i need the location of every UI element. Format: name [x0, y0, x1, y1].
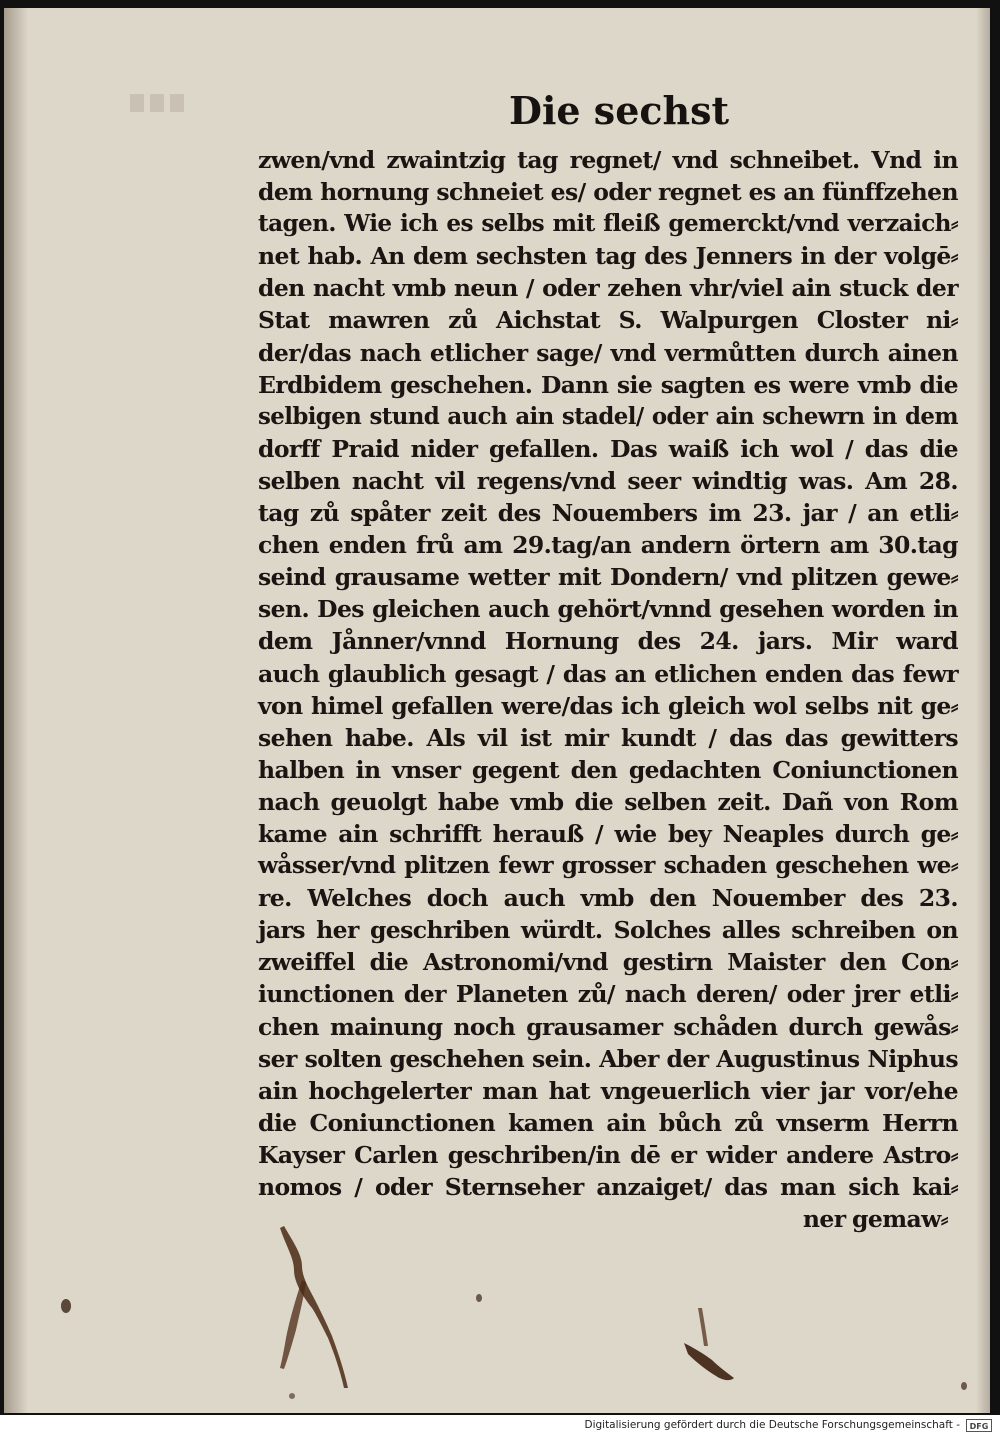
- text-line: die Coniunctionen kamen ain bůch zů vnserm Herrn: [258, 1108, 958, 1137]
- text-line: sehen habe. Als vil ist mir kundt / das das gewitters: [258, 723, 958, 752]
- funding-credit: Digitalisierung gefördert durch die Deutsche Forschungsgemeinschaft -: [584, 1419, 960, 1431]
- stain-mark-left: [280, 1226, 348, 1388]
- text-line: re. Welches doch auch vmb den Nouember des 23.: [258, 884, 958, 913]
- stain-mark-bottom: [684, 1343, 734, 1380]
- spot-left: [61, 1299, 71, 1313]
- stain-drip: [698, 1308, 708, 1346]
- text-line: tag zů spåter zeit des Nouembers im 23. jar / an etli⸗: [258, 499, 958, 528]
- text-line: dorff Praid nider gefallen. Das waiß ich wol / das die: [258, 434, 958, 463]
- text-line: kame ain schrifft herauß / wie bey Neaples durch ge⸗: [258, 819, 958, 848]
- text-line: ner gemaw⸗: [802, 1205, 948, 1234]
- text-line: dem Jånner/vnnd Hornung des 24. jars. Mir ward: [258, 627, 958, 656]
- spot-lower-left: [289, 1393, 295, 1399]
- dfg-logo-icon: DFG: [966, 1419, 992, 1432]
- text-line: seind grausame wetter mit Dondern/ vnd plitzen gewe⸗: [258, 563, 958, 592]
- text-line: zweiffel die Astronomi/vnd gestirn Maister den Con⸗: [258, 948, 958, 977]
- text-line: halben in vnser gegent den gedachten Coniunctionen: [258, 755, 958, 784]
- text-line: den nacht vmb neun / oder zehen vhr/viel ain stuck der: [258, 274, 958, 303]
- text-line: iunctionen der Planeten zů/ nach deren/ oder jrer etli⸗: [258, 980, 958, 1009]
- text-line: ser solten geschehen sein. Aber der Augustinus Niphus: [258, 1044, 958, 1073]
- text-line: net hab. An dem sechsten tag des Jenners in der volgē⸗: [258, 242, 958, 271]
- text-line: zwen/vnd zwaintzig tag regnet/ vnd schneibet. Vnd in: [258, 146, 958, 174]
- ink-stains: [4, 8, 990, 1413]
- text-line: dem hornung schneiet es/ oder regnet es an fünffzehen: [258, 178, 958, 207]
- text-line: selbigen stund auch ain stadel/ oder ain schewrn in dem: [258, 403, 958, 430]
- text-line: selben nacht vil regens/vnd seer windtig was. Am 28.: [258, 466, 958, 495]
- text-line: der/das nach etlicher sage/ vnd vermůtten durch ainen: [258, 338, 958, 367]
- text-line: chen enden frů am 29.tag/an andern örtern am 30.tag: [258, 531, 958, 560]
- text-line: wåsser/vnd plitzen fewr grosser schaden geschehen we⸗: [258, 852, 958, 880]
- stain-branch: [280, 1280, 306, 1369]
- text-line: tagen. Wie ich es selbs mit fleiß gemerckt/vnd verzaich⸗: [258, 210, 958, 238]
- text-line: nach geuolgt habe vmb die selben zeit. Dañ von Rom: [258, 787, 958, 816]
- text-line: chen mainung noch grausamer schåden durch gewås⸗: [258, 1012, 958, 1041]
- text-line: jars her geschriben würdt. Solches alles schreiben on: [258, 916, 958, 945]
- spot-right: [961, 1382, 967, 1390]
- book-page: [4, 8, 990, 1413]
- spot-mid: [476, 1294, 482, 1302]
- text-line: Stat mawren zů Aichstat S. Walpurgen Closter ni⸗: [258, 306, 958, 335]
- text-line: Erdbidem geschehen. Dann sie sagten es were vmb die: [258, 370, 958, 399]
- text-line: Kayser Carlen geschriben/in dē er wider andere Astro⸗: [258, 1140, 958, 1169]
- text-line: sen. Des gleichen auch gehört/vnnd gesehen worden in: [258, 595, 958, 624]
- text-line: von himel gefallen were/das ich gleich wol selbs nit ge⸗: [258, 691, 958, 720]
- text-line: auch glaublich gesagt / das an etlichen enden das fewr: [258, 659, 958, 688]
- text-line: nomos / oder Sternseher anzaiget/ das man sich kai⸗: [258, 1173, 958, 1201]
- running-head: Die sechst: [509, 88, 730, 133]
- footer: [0, 1415, 1000, 1437]
- text-line: ain hochgelerter man hat vngeuerlich vier jar vor/ehe: [258, 1076, 958, 1105]
